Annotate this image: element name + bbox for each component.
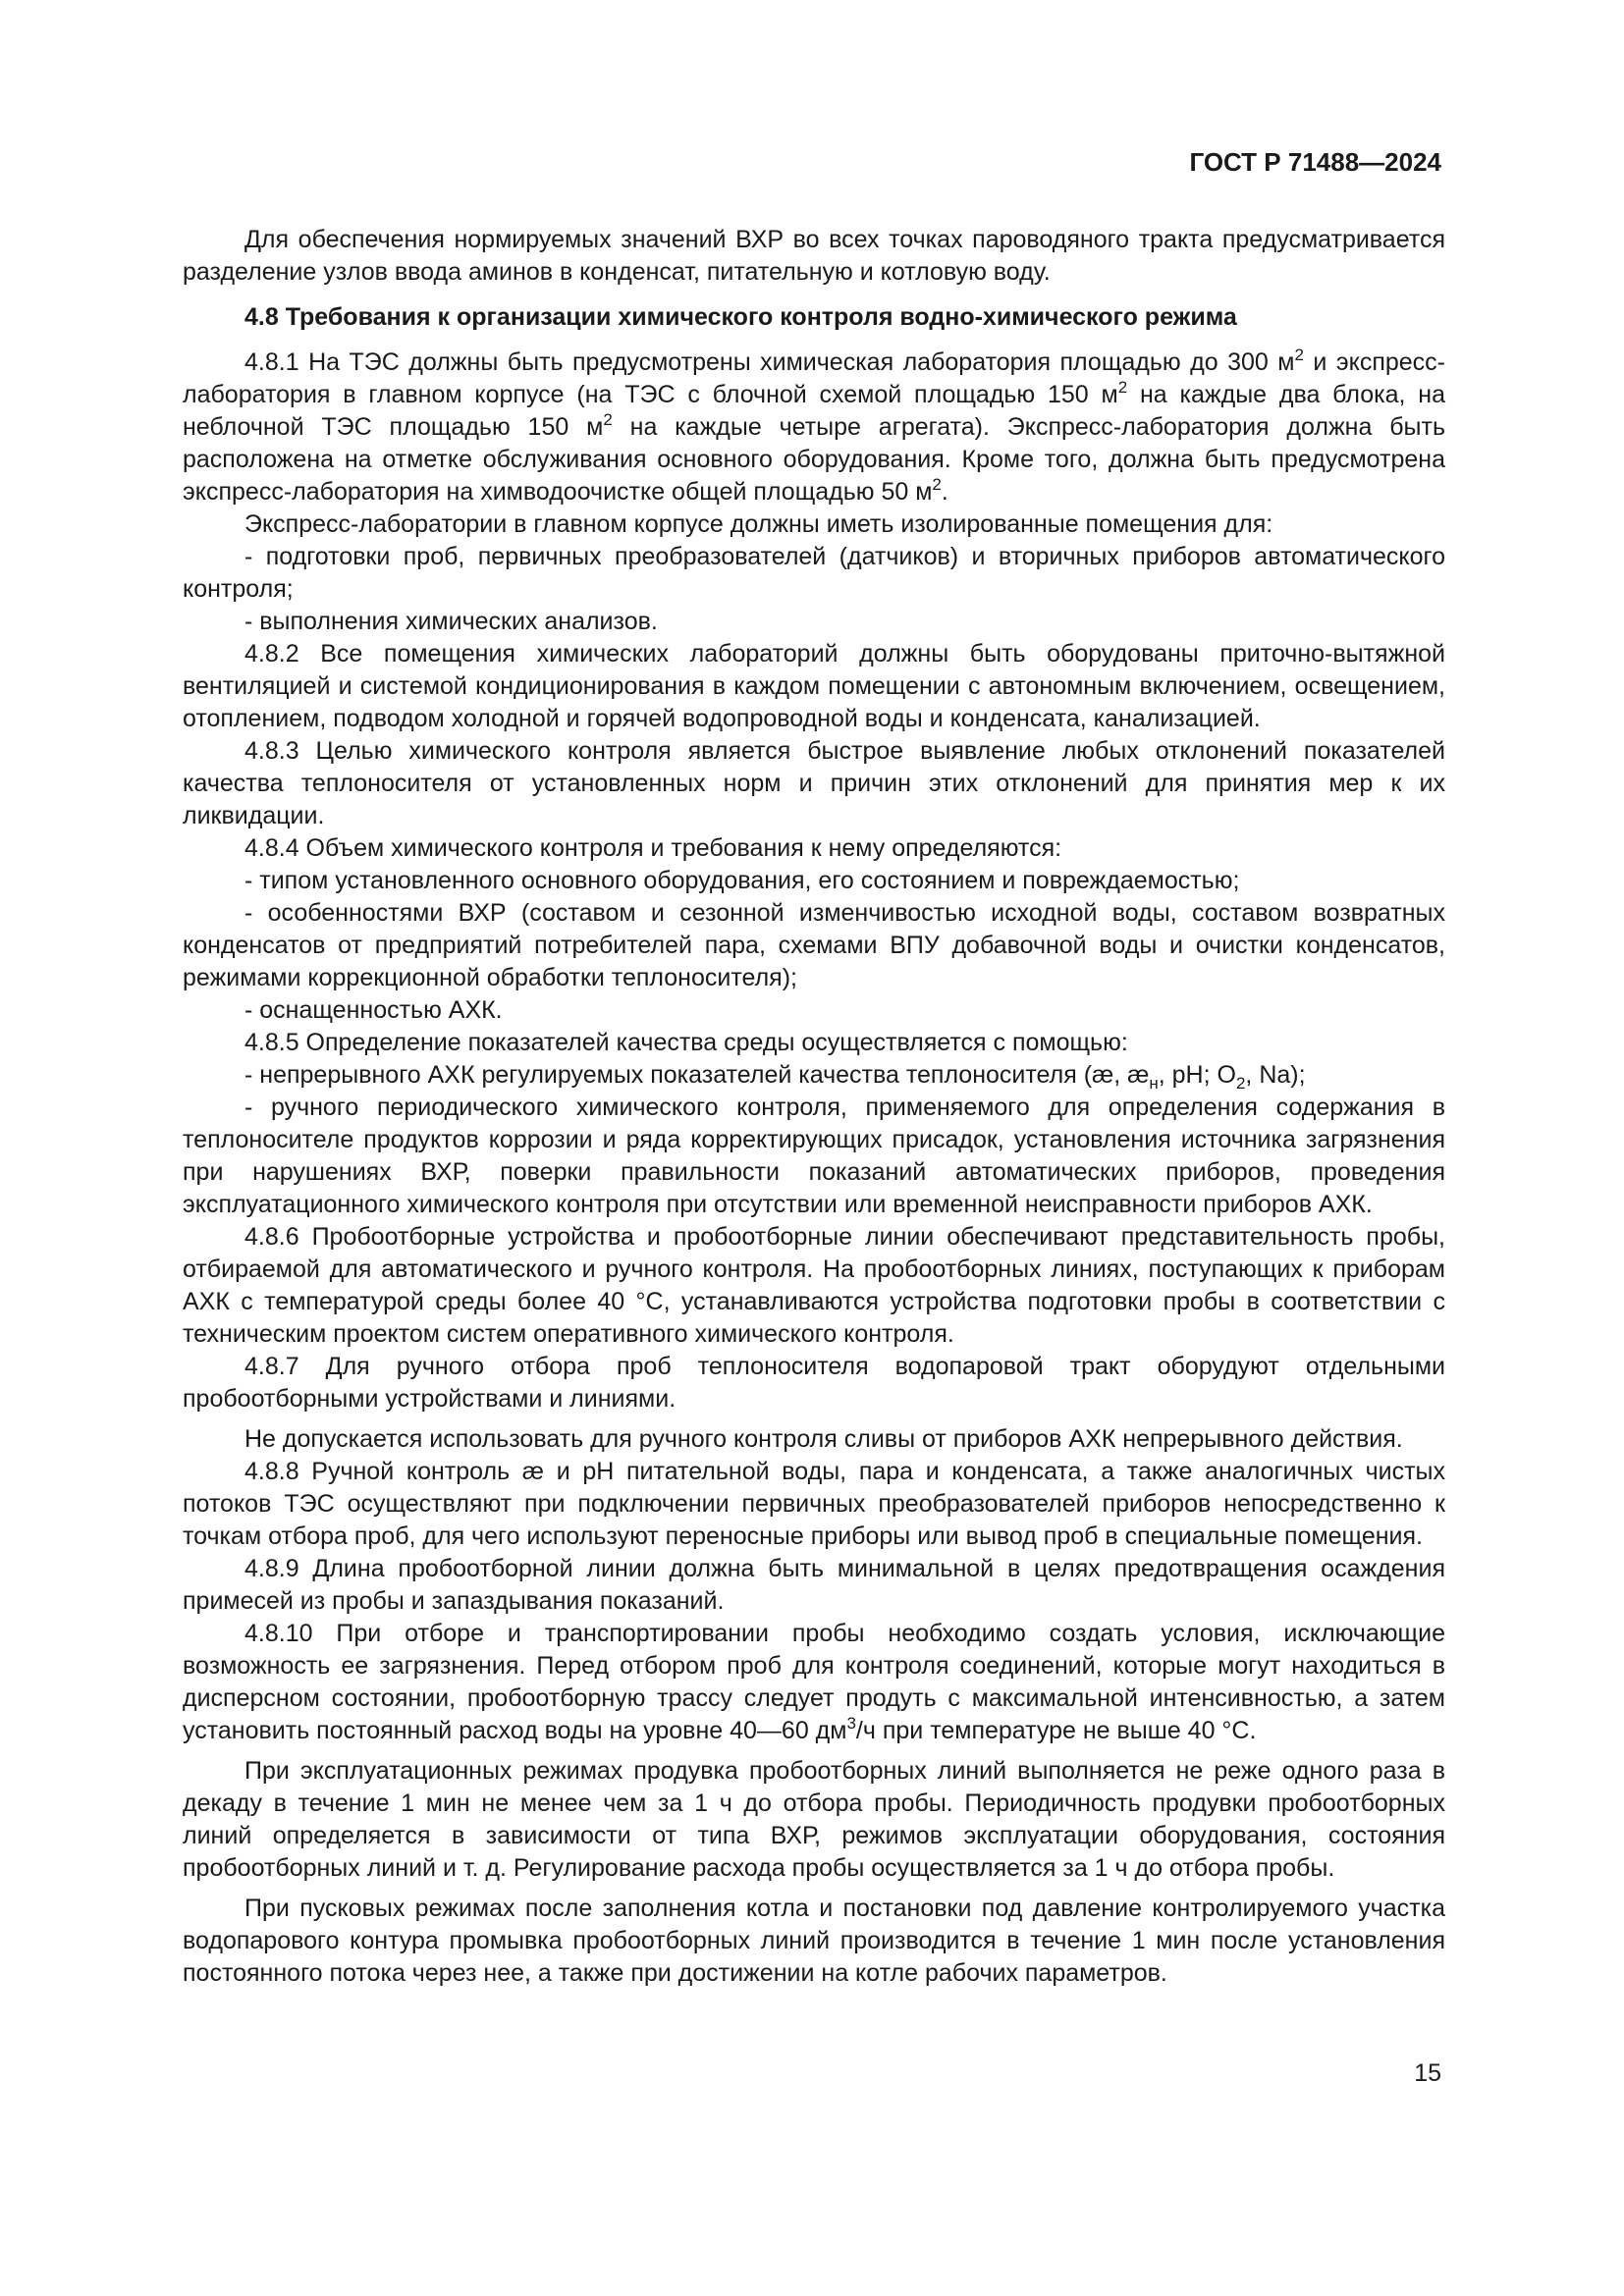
p485-item1-part-b: , pH; O (1158, 1061, 1236, 1089)
paragraph-intro: Для обеспечения нормируемых значений ВХР во всех точках пароводяного тракта предусматривается разделение узлов ввода аминов в конденсат, питательную и котловую воду. (183, 226, 1445, 286)
paragraph-4-8-5: 4.8.5 Определение показателей качества среды осуществляется с помощью: (244, 1029, 1128, 1056)
p481-part-d: на каждые четыре агрегата). Экспресс-лаборатория должна быть расположена на отметке обслуживания основного оборудования. Кроме того, должна быть предусмотрена экспресс-лаборатория на химводоочистке общей площадью 50 м (183, 413, 1445, 506)
superscript-area-4: 2 (932, 475, 942, 494)
standard-code: ГОСТ Р 71488—2024 (1189, 147, 1441, 177)
superscript-area-2: 2 (1117, 378, 1128, 397)
subscript-2: 2 (1235, 1074, 1246, 1093)
paragraph-express-intro: Экспресс-лаборатории в главном корпусе должны иметь изолированные помещения для: (244, 510, 1273, 538)
paragraph-4-8-10 (183, 1618, 1445, 1747)
superscript-volume: 3 (846, 1714, 856, 1733)
section-title: 4.8 Требования к организации химического контроля водно-химического режима (244, 303, 1237, 331)
paragraph-4-8-6: 4.8.6 Пробоотборные устройства и пробоотборные линии обеспечивают представительность пробы, отбираемой для автоматического и ручного контроля. На пробоотборных линиях, поступающих к приборам АХК с температурой среды более 40 °С, устанавливаются устройства подготовки пробы в соответствии с техническим проектом систем оперативного химического контроля. (183, 1223, 1445, 1348)
p4810-part-b: /ч при температуре не выше 40 °С. (855, 1717, 1257, 1744)
list-item-4-8-4-1: - типом установленного основного оборудования, его состоянием и повреждаемостью; (244, 867, 1240, 894)
p481-part-e: . (941, 478, 948, 506)
p4810-part-a: 4.8.10 При отборе и транспортировании пробы необходимо создать условия, исключающие возможность ее загрязнения. Перед отбором проб для контроля соединений, которые могут находиться в дисперсном состоянии, пробоотборную трассу следует продуть с максимальной интенсивностью, а затем установить постоянный расход воды на уровне 40—60 дм (183, 1620, 1445, 1744)
p485-item1-part-c: , Na); (1245, 1061, 1306, 1089)
list-item-4-8-5-1 (183, 1059, 1445, 1092)
paragraph-4-8-8: 4.8.8 Ручной контроль æ и pH питательной воды, пара и конденсата, а также аналогичных чистых потоков ТЭС осуществляют при подключении первичных преобразователей приборов непосредственно к точкам отбора проб, для чего используют переносные приборы или вывод проб в специальные помещения. (183, 1458, 1445, 1550)
paragraph-startup-modes: При пусковых режимах после заполнения котла и постановки под давление контролируемого участка водопарового контура промывка пробоотборных линий производится в течение 1 мин после установления постоянного потока через нее, а также при достижении на котле рабочих параметров. (183, 1895, 1445, 1987)
p481-part-b: и экспресс-лаборатория в главном корпусе (на ТЭС с блочной схемой площадью 150 м (183, 348, 1445, 408)
list-item-4-8-4-2: - особенностями ВХР (составом и сезонной изменчивостью исходной воды, составом возвратных конденсатов от предприятий потребителей пара, схемами ВПУ добавочной воды и очистки конденсатов, режимами коррекционной обработки теплоносителя); (183, 899, 1445, 991)
paragraph-4-8-2: 4.8.2 Все помещения химических лабораторий должны быть оборудованы приточно-вытяжной вентиляцией и системой кондиционирования в каждом помещении с автономным включением, освещением, отоплением, подводом холодной и горячей водопроводной воды и конденсата, канализацией. (183, 640, 1445, 732)
list-item-4-8-5-2: - ручного периодического химического контроля, применяемого для определения содержания в теплоносителе продуктов коррозии и ряда корректирующих присадок, установления источника загрязнения при нарушениях ВХР, поверки правильности показаний автоматических приборов, проведения эксплуатационного химического контроля при отсутствии или временной неисправности приборов АХК. (183, 1094, 1445, 1218)
page-number: 15 (1414, 2059, 1441, 2087)
paragraph-4-8-1 (183, 347, 1445, 508)
list-item-express-1: - подготовки проб, первичных преобразователей (датчиков) и вторичных приборов автоматического контроля; (183, 543, 1445, 603)
list-item-express-2: - выполнения химических анализов. (244, 608, 658, 635)
paragraph-operational-modes: При эксплуатационных режимах продувка пробоотборных линий выполняется не реже одного раза в декаду в течение 1 мин не менее чем за 1 ч до отбора пробы. Периодичность продувки пробоотборных линий определяется в зависимости от типа ВХР, режимов эксплуатации оборудования, состояния пробоотборных линий и т. д. Регулирование расхода пробы осуществляется за 1 ч до отбора пробы. (183, 1757, 1445, 1882)
superscript-area-3: 2 (603, 410, 613, 429)
superscript-area-1: 2 (1294, 346, 1304, 364)
p481-part-c: на каждые два блока, на неблочной ТЭС площадью 150 м (183, 381, 1445, 441)
paragraph-4-8-7-note: Не допускается использовать для ручного контроля сливы от приборов АХК непрерывного действия. (244, 1425, 1403, 1453)
p481-part-a: 4.8.1 На ТЭС должны быть предусмотрены химическая лаборатория площадью до 300 м (244, 348, 1295, 376)
p485-item1-part-a: - непрерывного АХК регулируемых показателей качества теплоносителя (æ, æ (244, 1061, 1150, 1089)
paragraph-4-8-7: 4.8.7 Для ручного отбора проб теплоносителя водопаровой тракт оборудуют отдельными пробоотборными устройствами и линиями. (183, 1353, 1445, 1413)
body-text (183, 224, 1445, 1990)
subscript-h: н (1149, 1074, 1159, 1093)
paragraph-4-8-4: 4.8.4 Объем химического контроля и требования к нему определяются: (244, 834, 1062, 862)
list-item-4-8-4-3: - оснащенностью АХК. (244, 996, 503, 1024)
paragraph-4-8-3: 4.8.3 Целью химического контроля является быстрое выявление любых отклонений показателей качества теплоносителя от установленных норм и причин этих отклонений для принятия мер к их ликвидации. (183, 737, 1445, 829)
paragraph-4-8-9: 4.8.9 Длина пробоотборной линии должна быть минимальной в целях предотвращения осаждения примесей из пробы и запаздывания показаний. (183, 1555, 1445, 1615)
